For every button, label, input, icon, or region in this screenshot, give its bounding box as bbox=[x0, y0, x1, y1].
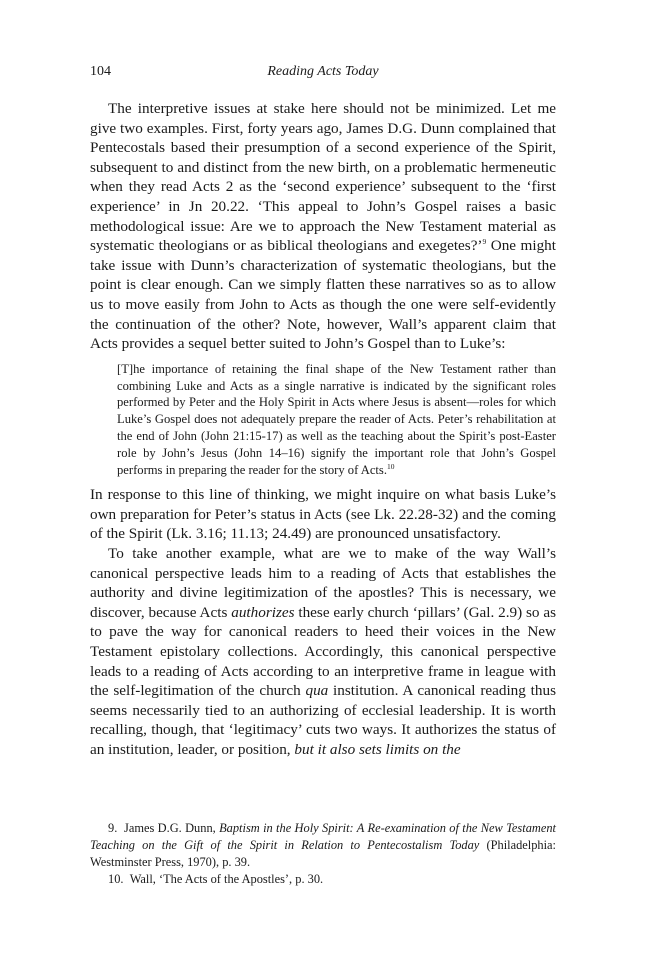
emphasis-closing: but it also sets limits on the bbox=[294, 741, 461, 759]
footnote-10-number: 10. bbox=[108, 872, 124, 886]
emphasis-authorizes: authorizes bbox=[231, 603, 295, 621]
paragraph-2: In response to this line of thinking, we might inquire on what basis Luke’s own preparation for Peter’s status in Acts (see Lk. 22.28-32) and the coming of the Spirit (Lk. 3.16; 11.13; 24.49) are pronounced unsatisfactory. bbox=[90, 486, 556, 543]
footnote-9 bbox=[90, 820, 556, 871]
footnote-9-title: Baptism in the Holy Spirit: A Re-examination of the New Testament Teaching on the Gift of the Spirit in Relation to Pentecostalism Today bbox=[90, 821, 556, 852]
footnotes bbox=[90, 820, 556, 888]
paragraph-3-text-c: institution. A canonical reading thus seems necessarily tied to an authorizing of ecclesial leadership. It is worth recalling, though, that ‘legitimacy’ cuts two ways. It authorizes the status of an institution, leader, or position, bbox=[90, 682, 556, 759]
footnote-ref-10: 10 bbox=[386, 461, 395, 471]
footnote-9-number: 9. bbox=[108, 821, 118, 835]
footnote-9-author: James D.G. Dunn, bbox=[124, 821, 220, 835]
paragraph-3-text-a: To take another example, what are we to make of the way Wall’s canonical perspective leads him to a reading of Acts that establishes the authority and divine legitimization of the apostles? This is necessary, we discover, because Acts bbox=[90, 545, 556, 621]
block-quote bbox=[117, 361, 556, 479]
page-header bbox=[90, 64, 556, 84]
paragraph-1-text-b: One might take issue with Dunn’s characterization of systematic theologians, but the point is clear enough. Can we simply flatten these narratives so as to allow us to move easily from John to Acts as though the one were self-evidently the continuation of the other? Note, however, Wall’s apparent claim that Acts provides a sequel better suited to John’s Gospel than to Luke’s: bbox=[90, 237, 556, 353]
paragraph-3 bbox=[90, 544, 556, 760]
emphasis-qua: qua bbox=[305, 682, 329, 700]
paragraph-1 bbox=[90, 99, 556, 354]
paragraph-1-text-a: The interpretive issues at stake here should not be minimized. Let me give two examples. First, forty years ago, James D.G. Dunn complained that Pentecostals based their presumption of a second experience of the Spirit, subsequent to and distinct from the new birth, on a problematic hermeneutic when they read Acts 2 as the ‘second experience’ subsequent to the ‘first experience’ in Jn 20.22. ‘This appeal to John’s Gospel raises a basic methodological issue: Are we to approach the New Testament material as systematic theologians or as biblical theologians and exegetes?’ bbox=[90, 100, 556, 255]
page-number: 104 bbox=[90, 64, 111, 79]
paragraph-3-text-b: these early church ‘pillars’ (Gal. 2.9) so as to pave the way for canonical readers to heed their voices in the New Testament epistolary collections. Accordingly, this canonical perspective leads to a reading of Acts according to an interpretive frame in league with the self-legitimation of the church bbox=[90, 603, 557, 700]
main-text bbox=[90, 99, 556, 760]
footnote-10-text: Wall, ‘The Acts of the Apostles’, p. 30. bbox=[129, 872, 324, 886]
footnote-9-publication: (Philadelphia: Westminster Press, 1970), p. 39. bbox=[90, 838, 556, 869]
running-head: Reading Acts Today bbox=[267, 64, 379, 79]
footnote-10 bbox=[90, 871, 556, 888]
footnote-ref-9: 9 bbox=[482, 237, 487, 247]
block-quote-text: [T]he importance of retaining the final shape of the New Testament rather than combining Luke and Acts as a single narrative is indicated by the significant roles performed by Peter and the Holy Spirit in Acts where Jesus is absent—roles for which Luke’s Gospel does not adequately prepare the reader of Acts. Peter’s rehabilitation at the end of John (John 21:15-17) as well as the teaching about the Spirit’s post-Easter role by John’s Jesus (John 14–16) signify the important role that John’s Gospel performs in preparing the reader for the story of Acts. bbox=[117, 361, 556, 477]
